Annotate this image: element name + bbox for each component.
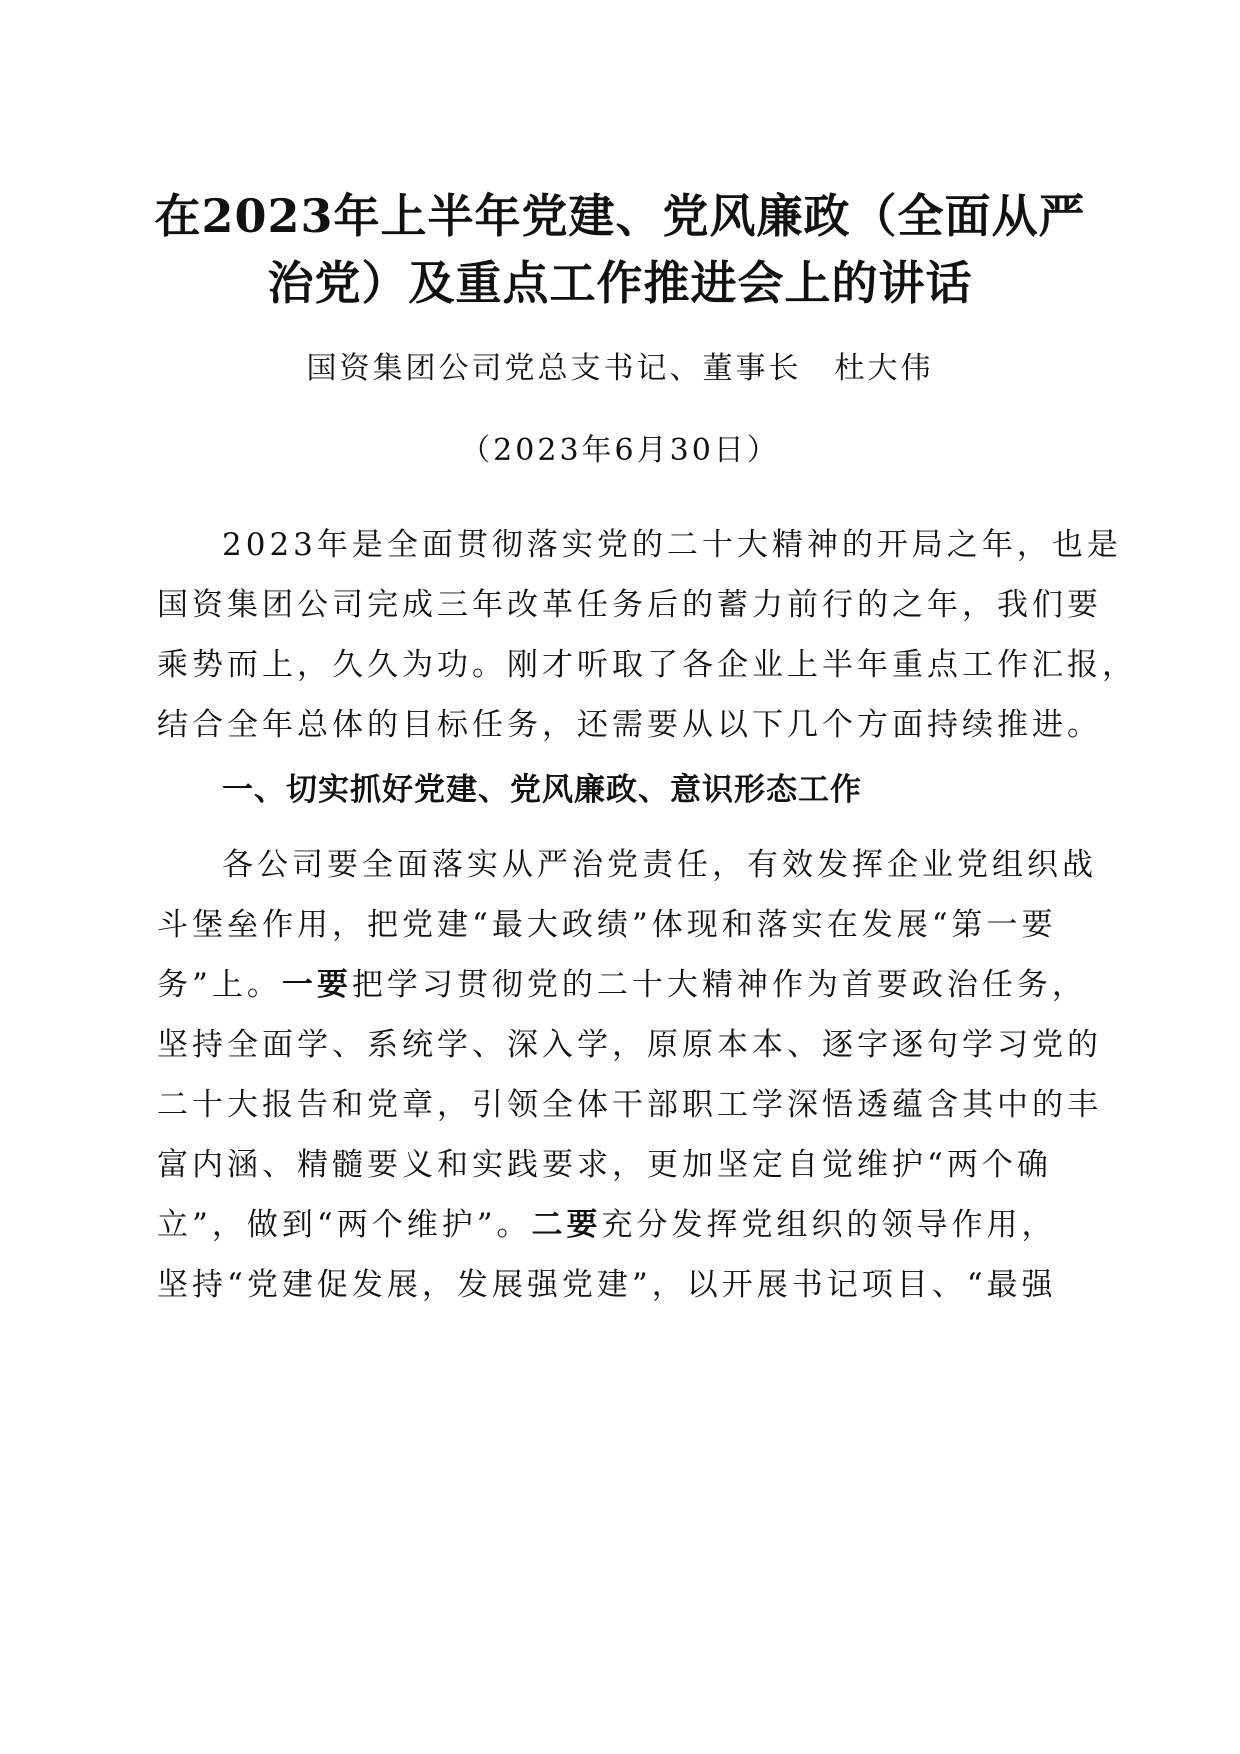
paragraph-line: 坚持全面学、系统学、深入学，原原本本、逐字逐句学习党的 bbox=[157, 1027, 1102, 1063]
paragraph-line: 坚持“党建促发展，发展强党建”，以开展书记项目、“最强 bbox=[157, 1267, 1057, 1303]
paragraph-line bbox=[157, 1205, 1077, 1245]
paragraph-line: 斗堡垒作用，把党建“最大政绩”体现和落实在发展“第一要 bbox=[157, 907, 1057, 943]
paragraph-line: 2023年是全面贯彻落实党的二十大精神的开局之年，也是 bbox=[222, 527, 1122, 563]
paragraph-line: 国资集团公司完成三年改革任务后的蓄力前行的之年，我们要 bbox=[157, 587, 1102, 623]
paragraph-line: 乘势而上，久久为功。刚才听取了各企业上半年重点工作汇报， bbox=[157, 647, 1137, 683]
section-heading: 一、切实抓好党建、党风廉政、意识形态工作 bbox=[222, 772, 862, 808]
paragraph-text: 务”上。 bbox=[157, 967, 282, 1003]
paragraph-line: 结合全年总体的目标任务，还需要从以下几个方面持续推进。 bbox=[157, 707, 1102, 743]
paragraph-text: 把学习贯彻党的二十大精神作为首要政治任务， bbox=[351, 967, 1087, 1003]
document-author: 国资集团公司党总支书记、董事长 杜大伟 bbox=[306, 351, 934, 386]
paragraph-line: 富内涵、精髓要义和实践要求，更加坚定自觉维护“两个确 bbox=[157, 1147, 1052, 1183]
document-title-line-1: 在2023年上半年党建、党风廉政（全面从严 bbox=[154, 189, 1086, 243]
document-date: （2023年6月30日） bbox=[460, 433, 780, 468]
paragraph-line: 各公司要全面落实从严治党责任，有效发挥企业党组织战 bbox=[222, 847, 1097, 883]
paragraph-text: 充分发挥党组织的领导作用， bbox=[601, 1207, 1057, 1243]
emphasis-text: 一要 bbox=[281, 967, 352, 1003]
paragraph-line bbox=[157, 965, 1087, 1005]
paragraph-text: 立”，做到“两个维护”。 bbox=[157, 1207, 532, 1243]
paragraph-line: 二十大报告和党章，引领全体干部职工学深悟透蕴含其中的丰 bbox=[157, 1087, 1102, 1123]
emphasis-text: 二要 bbox=[531, 1207, 602, 1243]
document-title-line-2: 治党）及重点工作推进会上的讲话 bbox=[267, 256, 973, 310]
